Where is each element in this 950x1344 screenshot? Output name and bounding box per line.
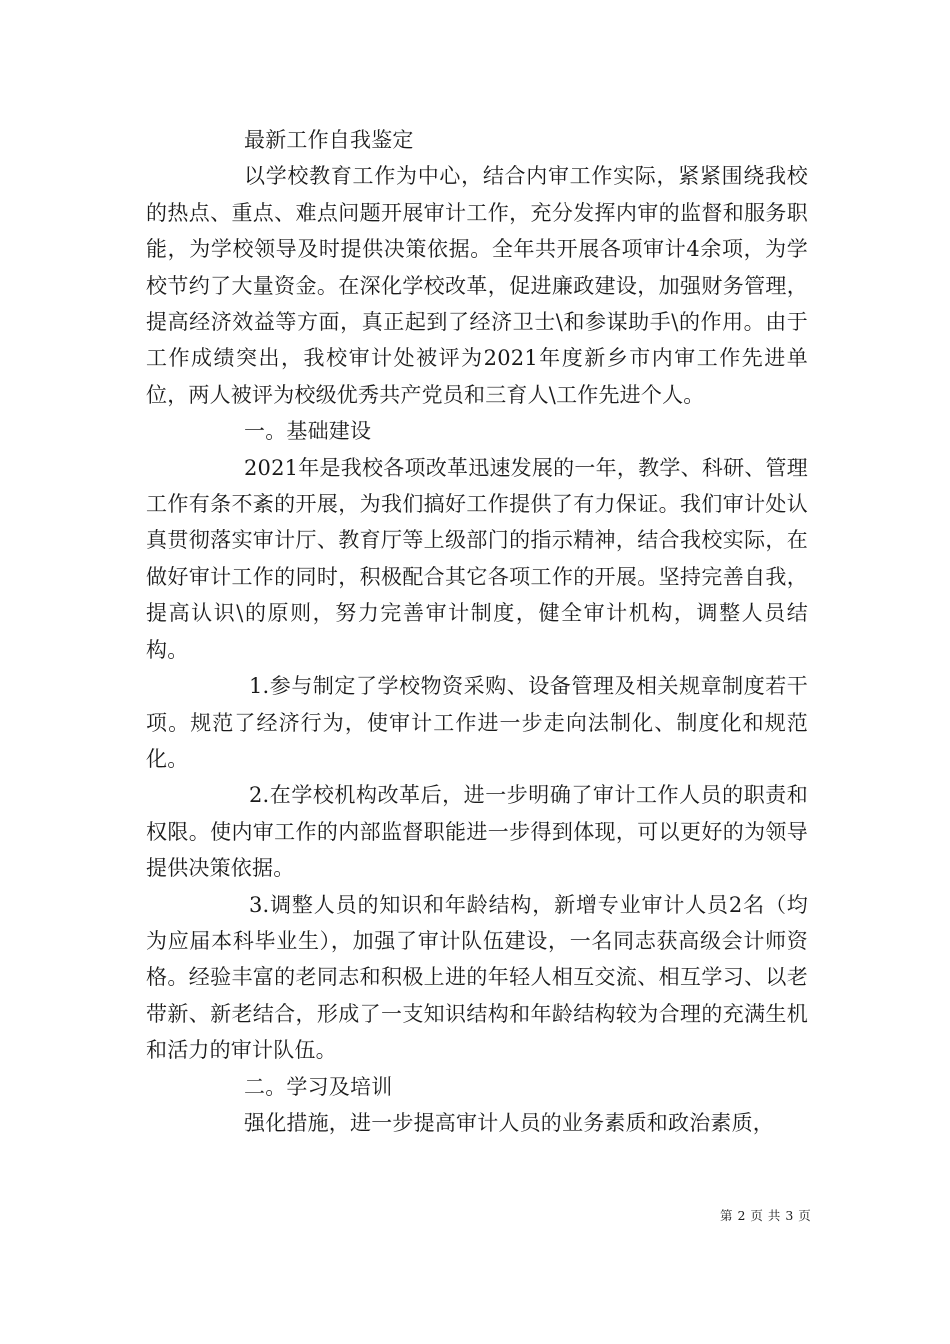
- paragraph-basic-construction: 2021年是我校各项改革迅速发展的一年，教学、科研、管理工作有条不紊的开展，为我们搞好工作提供了有力保证。我们审计处认真贯彻落实审计厅、教育厅等上级部门的指示精神，结合我校实际，在做好审计工作的同时，积极配合其它各项工作的开展。坚持完善自我，提高认识\的原则，努力完善审计制度，健全审计机构，调整人员结构。: [146, 455, 808, 662]
- list-item-2: 2.在学校机构改革后，进一步明确了审计工作人员的职责和权限。使内审工作的内部监督职能进一步得到体现，可以更好的为领导提供决策依据。: [146, 783, 808, 881]
- list-item-3: 3.调整人员的知识和年龄结构，新增专业审计人员2名（均为应届本科毕业生），加强了审计队伍建设，一名同志获高级会计师资格。经验丰富的老同志和积极上进的年轻人相互交流、相互学习、以老带新、新老结合，形成了一支知识结构和年龄结构较为合理的充满生机和活力的审计队伍。: [146, 892, 808, 1063]
- document-title: 最新工作自我鉴定: [244, 128, 414, 152]
- paragraph-intro: 以学校教育工作为中心，结合内审工作实际，紧紧围绕我校的热点、重点、难点问题开展审计工作，充分发挥内审的监督和服务职能，为学校领导及时提供决策依据。全年共开展各项审计4余项，为学校节约了大量资金。在深化学校改革，促进廉政建设，加强财务管理，提高经济效益等方面，真正起到了经济卫士\和参谋助手\的作用。由于工作成绩突出，我校审计处被评为2021年度新乡市内审工作先进单位，两人被评为校级优秀共产党员和三育人\工作先进个人。: [146, 164, 808, 407]
- document-body: [146, 122, 808, 1141]
- paragraph-training: 强化措施，进一步提高审计人员的业务素质和政治素质，: [244, 1110, 774, 1135]
- list-item-1: 1.参与制定了学校物资采购、设备管理及相关规章制度若干项。规范了经济行为，使审计工作进一步走向法制化、制度化和规范化。: [146, 674, 808, 771]
- section-heading-basic-construction: 一。基础建设: [244, 419, 372, 444]
- section-heading-training: 二。学习及培训: [244, 1074, 393, 1099]
- page-number-footer: 第 2 页 共 3 页: [720, 1208, 812, 1223]
